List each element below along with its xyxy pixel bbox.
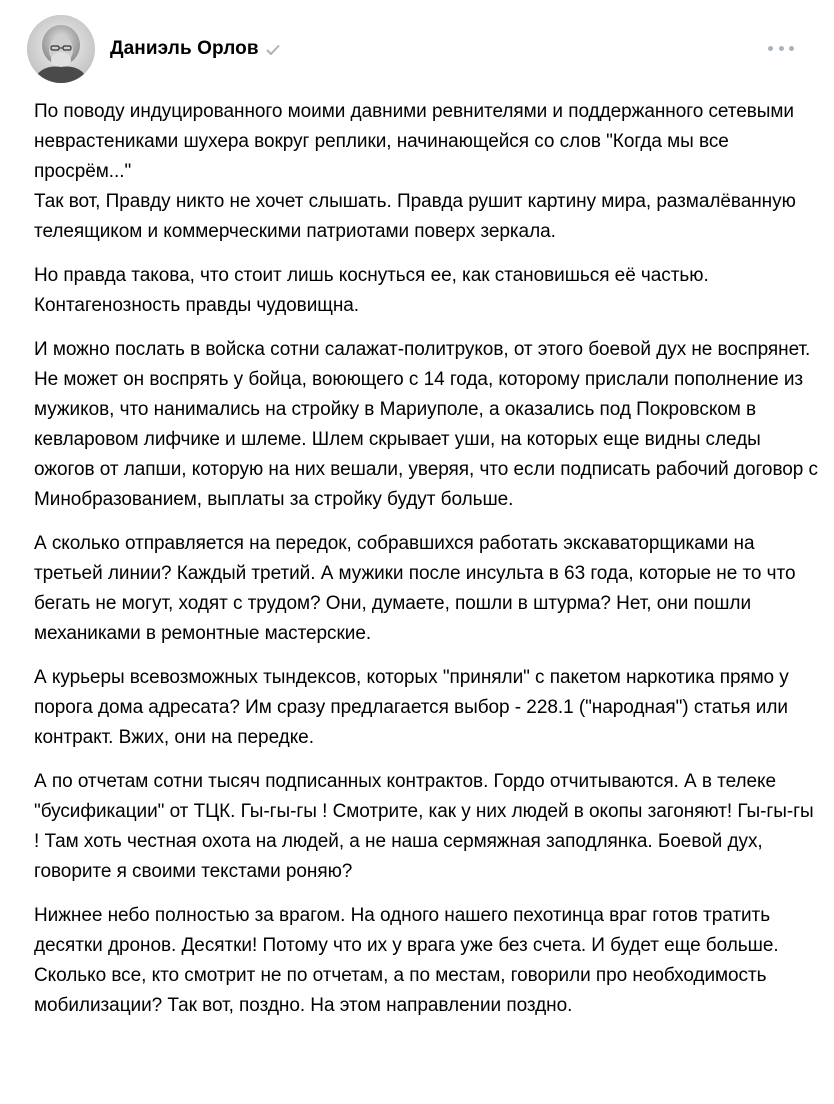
avatar-portrait-icon <box>27 15 95 83</box>
check-icon <box>265 42 281 58</box>
post-paragraph: Но правда такова, что стоит лишь коснуться ее, как становишься её частью. Контагенозность правды чудовищна. <box>34 265 709 316</box>
post-paragraph: А по отчетам сотни тысяч подписанных контрактов. Гордо отчитываются. А в телеке "бусификации" от ТЦК. Гы-гы-гы ! Смотрите, как у них людей в окопы загоняют! Гы-гы-гы ! Там хоть честная охота на людей, а не наша сермяжная заподлянка. Боевой дух, говорите я своими текстами роняю? <box>34 771 814 882</box>
post-paragraph: Нижнее небо полностью за врагом. На одного нашего пехотинца враг готов тратить десятки дронов. Десятки! Потому что их у врага уже без счета. И будет еще больше. Сколько все, кто смотрит не по отчетам, а по местам, говорили про необходимость мобилизации? Так вот, поздно. На этом направлении поздно. <box>34 905 779 1016</box>
ellipsis-dot <box>789 46 794 51</box>
author-name[interactable]: Даниэль Орлов <box>110 38 259 59</box>
author-avatar[interactable] <box>27 15 95 83</box>
post-paragraph: А сколько отправляется на передок, собравшихся работать экскаваторщиками на третьей линии? Каждый третий. А мужики после инсульта в 63 года, которые не то что бегать не могут, ходят с трудом? Они, думаете, пошли в штурма? Нет, они пошли механиками в ремонтные мастерские. <box>34 533 796 644</box>
post-paragraph: И можно послать в войска сотни салажат-политруков, от этого боевой дух не воспрянет. Не может он воспрять у бойца, воюющего с 14 года, которому прислали пополнение из мужиков, что нанимались на стройку в Мариуполе, а оказались под Покровском в кевларовом лифчике и шлеме. Шлем скрывает уши, на которых еще видны следы ожогов от лапши, которую на них вешали, уверяя, что если подписать рабочий договор с Минобразованием, выплаты за стройку будут больше. <box>34 339 818 510</box>
ellipsis-icon[interactable] <box>768 38 794 58</box>
ellipsis-dot <box>768 46 773 51</box>
ellipsis-dot <box>779 46 784 51</box>
post-paragraph: По поводу индуцированного моими давними ревнителями и поддержанного сетевыми неврастениками шухера вокруг реплики, начинающейся со слов "Когда мы все просрём..." Так вот, Правду никто не хочет слышать. Правда рушит картину мира, размалёванную телеящиком и коммерческими патриотами поверх зеркала. <box>34 101 796 242</box>
author-block <box>110 37 281 61</box>
post-header <box>0 0 834 98</box>
post-text <box>34 97 824 1035</box>
post-paragraph: А курьеры всевозможных тындексов, которых "приняли" с пакетом наркотика прямо у порога дома адресата? Им сразу предлагается выбор - 228.1 ("народная") статья или контракт. Вжих, они на передке. <box>34 667 789 748</box>
